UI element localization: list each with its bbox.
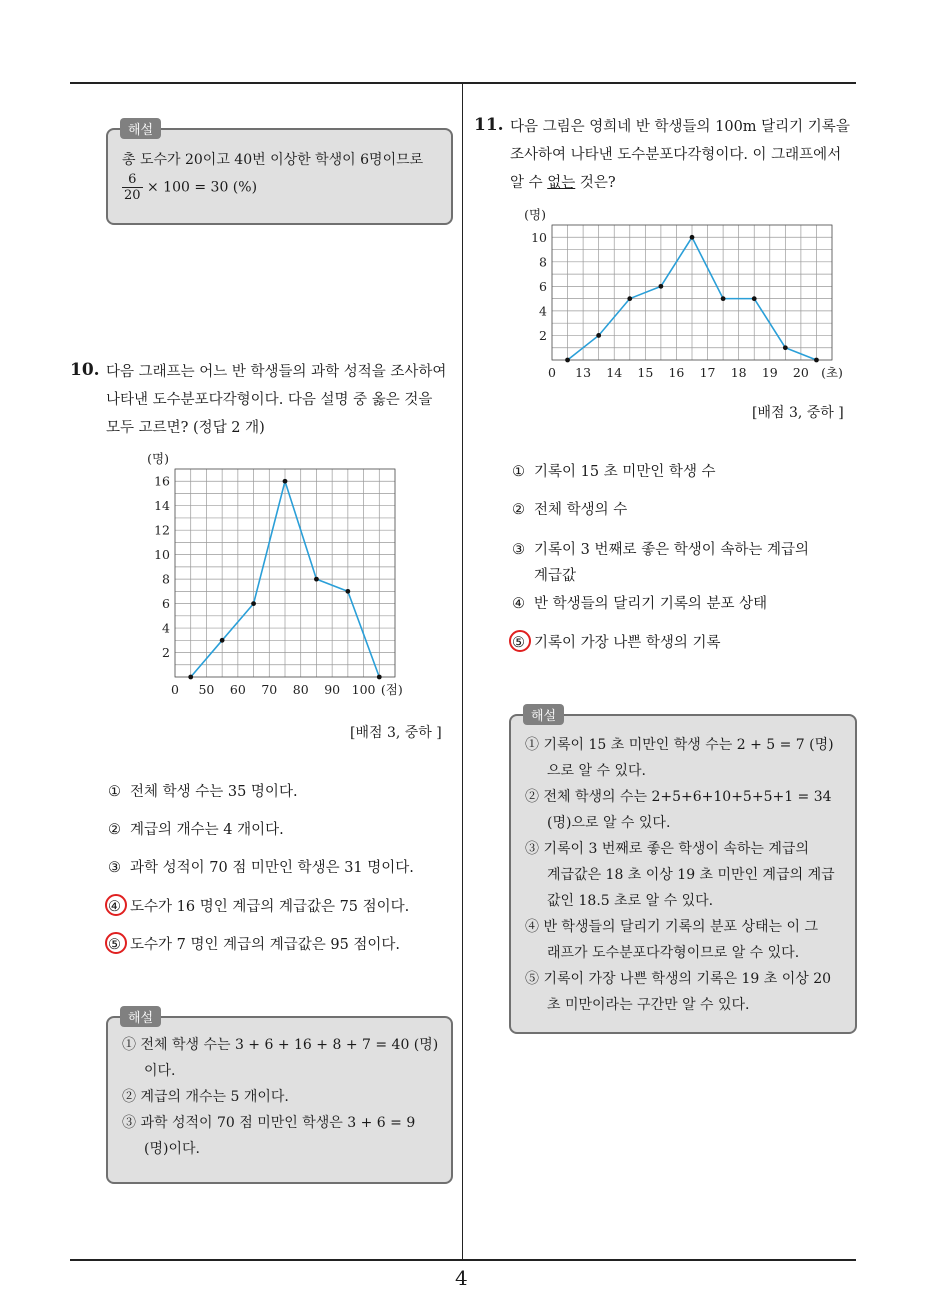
- solution-line: 이다.: [144, 1063, 176, 1079]
- fraction: $\frac{6}{20}$: [124, 172, 141, 203]
- x-tick-label: 100: [351, 682, 376, 697]
- data-point: [596, 333, 601, 338]
- x-tick-label: 50: [198, 682, 215, 697]
- x-axis-label: (초): [821, 365, 843, 380]
- y-tick-label: 2: [539, 327, 547, 343]
- solution-line: ④ 반 학생들의 달리기 기록의 분포 상태는 이 그: [525, 919, 819, 935]
- solution-line: 래프가 도수분포다각형이므로 알 수 있다.: [547, 945, 800, 961]
- y-tick-label: 4: [162, 620, 170, 636]
- y-tick-label: 8: [162, 571, 170, 587]
- q11-option-1[interactable]: ① 기록이 15 초 미만인 학생 수: [512, 464, 716, 480]
- x-tick-label: 14: [606, 365, 623, 380]
- data-point: [565, 358, 570, 363]
- y-tick-label: 14: [154, 498, 170, 514]
- x-tick-label: 13: [575, 365, 592, 380]
- answer-circle-icon: [509, 630, 531, 652]
- y-tick-label: 6: [539, 278, 547, 294]
- y-tick-label: 16: [154, 473, 170, 489]
- q10-option-2[interactable]: ② 계급의 개수는 4 개이다.: [108, 822, 284, 838]
- solution-line: (명)으로 알 수 있다.: [547, 815, 671, 831]
- x-tick-label: 16: [668, 365, 685, 380]
- y-tick-label: 6: [162, 596, 170, 612]
- y-tick-label: 4: [539, 303, 547, 319]
- solution-line: ⑤ 기록이 가장 나쁜 학생의 기록은 19 초 이상 20: [525, 971, 832, 987]
- data-point: [220, 638, 225, 643]
- x-tick-label: 80: [292, 682, 309, 697]
- q10-option-1[interactable]: ① 전체 학생 수는 35 명이다.: [108, 784, 298, 800]
- q10-option-4[interactable]: ④ 도수가 16 명인 계급의 계급값은 75 점이다.: [108, 899, 410, 915]
- solution-line: ② 계급의 개수는 5 개이다.: [122, 1089, 289, 1105]
- q10-solution-box: [106, 1011, 453, 1184]
- q11-option-3-cont: 계급값: [534, 568, 577, 584]
- q11-option-5[interactable]: ⑤ 기록이 가장 나쁜 학생의 기록: [512, 635, 721, 651]
- q10-option-5[interactable]: ⑤ 도수가 7 명인 계급의 계급값은 95 점이다.: [108, 937, 401, 953]
- q11-text: 다음 그림은 영희네 반 학생들의 100m 달리기 기록을 조사하여 나타낸 도수분포다각형이다. 이 그래프에서 알 수 없는 것은?: [510, 119, 850, 191]
- q11-option-4[interactable]: ④ 반 학생들의 달리기 기록의 분포 상태: [512, 596, 768, 612]
- solution-line: 으로 알 수 있다.: [547, 763, 646, 779]
- y-tick-label: 10: [531, 229, 547, 245]
- solution-tag: 해설: [120, 118, 161, 139]
- data-point: [283, 479, 288, 484]
- data-point: [377, 675, 382, 680]
- answer-circle-icon: [105, 932, 127, 954]
- q10-header: [70, 358, 460, 442]
- q11-header: [474, 113, 864, 197]
- data-point: [783, 345, 788, 350]
- solution-line: 초 미만이라는 구간만 알 수 있다.: [547, 997, 750, 1013]
- solution-box-prev: [106, 123, 453, 225]
- x-tick-label: 19: [761, 365, 778, 380]
- x-tick-label: 60: [229, 682, 246, 697]
- column-divider: [462, 84, 463, 1260]
- data-point: [314, 577, 319, 582]
- solution-line: 계급값은 18 초 이상 19 초 미만인 계급의 계급: [547, 867, 835, 883]
- page-number: 4: [455, 1266, 468, 1290]
- q10-source: [배점 3, 중하 ]: [350, 725, 442, 741]
- q10-option-3[interactable]: ③ 과학 성적이 70 점 미만인 학생은 31 명이다.: [108, 860, 414, 876]
- y-tick-label: 8: [539, 254, 547, 270]
- q10-number: 10.: [70, 360, 100, 380]
- solution-line: ③ 과학 성적이 70 점 미만인 학생은 3 + 6 = 9: [122, 1115, 416, 1131]
- data-point: [690, 235, 695, 240]
- solution-tag: 해설: [523, 704, 564, 725]
- q11-option-2[interactable]: ② 전체 학생의 수: [512, 502, 628, 518]
- answer-circle-icon: [105, 894, 127, 916]
- top-rule: [70, 82, 856, 84]
- q10-text: 다음 그래프는 어느 반 학생들의 과학 성적을 조사하여 나타낸 도수분포다각형이다. 다음 설명 중 옳은 것을 모두 고르면? (정답 2 개): [106, 364, 447, 436]
- data-point: [658, 284, 663, 289]
- solution-line: (명)이다.: [144, 1141, 200, 1157]
- q11-solution-box: [509, 709, 857, 1034]
- data-point: [752, 296, 757, 301]
- x-tick-label: 70: [261, 682, 278, 697]
- data-point: [251, 601, 256, 606]
- data-point: [188, 675, 193, 680]
- data-point: [721, 296, 726, 301]
- solution-line: ③ 기록이 3 번째로 좋은 학생이 속하는 계급의: [525, 841, 809, 857]
- q11-source: [배점 3, 중하 ]: [752, 405, 844, 421]
- q11-chart: [512, 208, 862, 388]
- solution-formula: $\frac{6}{20}$ × 100 = 30 (%): [124, 172, 258, 203]
- underlined-word: 없는: [547, 175, 576, 191]
- y-tick-label: 10: [154, 547, 170, 563]
- data-point: [627, 296, 632, 301]
- data-point: [345, 589, 350, 594]
- x-tick-label: 18: [730, 365, 747, 380]
- solution-line: ① 전체 학생 수는 3 + 6 + 16 + 8 + 7 = 40 (명): [122, 1037, 439, 1053]
- data-point: [814, 358, 819, 363]
- q11-number: 11.: [474, 115, 504, 135]
- x-tick-label: 17: [699, 365, 716, 380]
- solution-line: ② 전체 학생의 수는 2+5+6+10+5+5+1 = 34: [525, 789, 832, 805]
- q10-chart: [140, 452, 430, 702]
- x-tick-label: 0: [548, 365, 556, 380]
- x-tick-label: 20: [792, 365, 809, 380]
- solution-line: ① 기록이 15 초 미만인 학생 수는 2 + 5 = 7 (명): [525, 737, 834, 753]
- solution-line: 값인 18.5 초로 알 수 있다.: [547, 893, 714, 909]
- x-axis-label: (점): [380, 682, 403, 697]
- y-axis-label: (명): [147, 452, 169, 466]
- y-axis-label: (명): [524, 208, 546, 222]
- q11-option-3[interactable]: ③ 기록이 3 번째로 좋은 학생이 속하는 계급의: [512, 542, 809, 558]
- bottom-rule: [70, 1259, 856, 1261]
- solution-line: 총 도수가 20이고 40번 이상한 학생이 6명이므로: [122, 152, 424, 168]
- x-tick-label: 0: [171, 682, 179, 697]
- x-tick-label: 15: [637, 365, 654, 380]
- y-tick-label: 2: [162, 645, 170, 661]
- solution-tag: 해설: [120, 1006, 161, 1027]
- y-tick-label: 12: [154, 522, 170, 538]
- x-tick-label: 90: [324, 682, 341, 697]
